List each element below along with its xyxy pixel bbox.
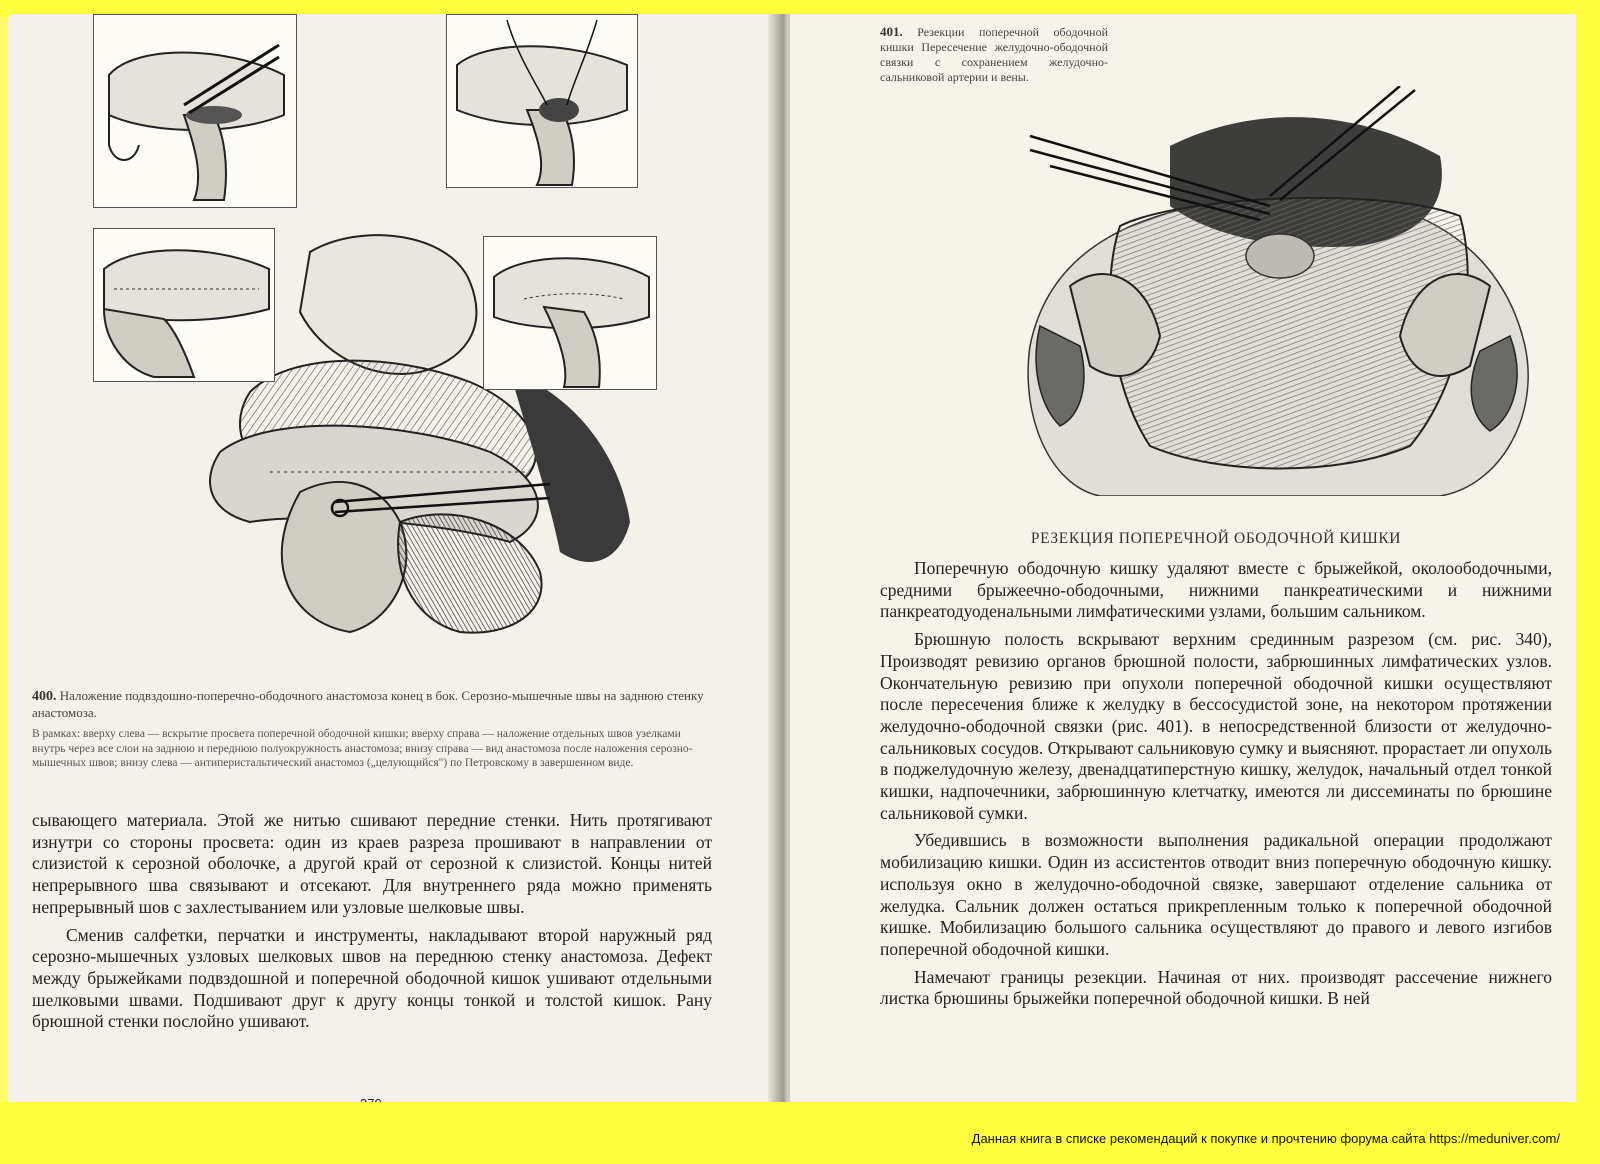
- figure-401-text: Резекции поперечной ободочной кишки Пересечение желудочно-ободочной связки с сохранением желудочно-сальниковой артерии и вены.: [880, 25, 1108, 84]
- footer-recommendation-note: Данная книга в списке рекомендаций к покупке и прочтению форума сайта https://meduniver.com/: [971, 1131, 1560, 1146]
- inset-bottom-right: [483, 236, 657, 390]
- figure-400-number: 400.: [32, 689, 57, 704]
- figure-400-caption: [32, 688, 712, 771]
- right-page-body: [880, 558, 1552, 1010]
- figure-400-details: В рамках: вверху слева — вскрытие просвета поперечной ободочной кишки; вверху справа — наложение отдельных швов узелками внутрь через все слои на заднюю и переднюю полуокружность анастомоза; внизу справа — вид анастомоза после наложения серозно-мышечных швов; внизу слева — антиперистальтический анастомоз („целующийся") по Петровскому в завершенном виде.: [32, 728, 693, 769]
- inset-top-left: [93, 14, 297, 208]
- left-paragraph-1: сывающего материала. Этой же нитью сшивают передние стенки. Нить протягивают изнутри со стороны просвета: один из краев разреза прошивают в направлении от слизистой к серозной оболочке, а другой край от серозной к слизистой. Концы нитей непрерывного шва связывают и отсекают. Для внутреннего ряда можно применять непрерывный шов с захлестыванием или узловые шелковые швы.: [32, 810, 712, 917]
- figure-401-number: 401.: [880, 24, 903, 39]
- left-page-body: [32, 810, 712, 1033]
- inset-bottom-left: [93, 228, 275, 382]
- left-paragraph-2: Сменив салфетки, перчатки и инструменты, накладывают второй наружный ряд серозно-мышечных узловых шелковых швов на переднюю стенку анастомоза. Дефект между брыжейками подвздошной и поперечной ободочной кишок ушивают отдельными шелковыми швами. Подшивают друг к другу концы тонкой и толстой кишок. Рану брюшной стенки послойно ушивают.: [32, 924, 712, 1032]
- inset-top-right: [446, 14, 638, 188]
- scan-border-right: [1576, 0, 1600, 1164]
- section-heading: РЕЗЕКЦИЯ ПОПЕРЕЧНОЙ ОБОДОЧНОЙ КИШКИ: [1030, 530, 1402, 547]
- right-paragraph-2: Брюшную полость вскрывают верхним срединным разрезом (см. рис. 340), Производят ревизию органов брюшной полости, забрюшинных лимфатических узлов. Окончательную ревизию при опухоли поперечной ободочной кишки осуществляют после пересечения ближе к желудку в бессосудистой зоне, на некотором протяжении желудочно-ободочной связки (рис. 401). в непосредственной близости от желудочно-сальниковых сосудов. Открывают сальниковую сумку и выясняют. прорастает ли опухоль в поджелудочную железу, двенадцатиперстную кишку, желудок, начальный отдел тонкой кишки, надпочечники, забрюшинную клетчатку, имеются ли диссеминаты по брюшине сальниковой сумки.: [880, 629, 1552, 823]
- right-paragraph-4: Намечают границы резекции. Начиная от них. производят рассечение нижнего листка брюшины брыжейки поперечной ободочной кишки. В ней: [880, 966, 1552, 1009]
- scan-border-left: [0, 0, 8, 1164]
- right-paragraph-1: Поперечную ободочную кишку удаляют вместе с брыжейкой, околоободочными, средними брыжеечно-ободочными, нижними панкреатическими и нижними панкреатодуоденальными лимфатическими узлами, большим сальником.: [880, 558, 1552, 622]
- figure-401-caption: [880, 24, 1108, 85]
- figure-401-illustration: [1020, 86, 1540, 496]
- figure-400-title: Наложение подвздошно-поперечно-ободочного анастомоза конец в бок. Серозно-мышечные швы на заднюю стенку анастомоза.: [32, 688, 704, 720]
- right-paragraph-3: Убедившись в возможности выполнения радикальной операции продолжают мобилизацию кишки. Один из ассистентов отводит вниз поперечную ободочную кишку. используя окно в желудочно-ободочной связке, завершают отделение сальника от желудка. Сальник должен остаться прикрепленным только к поперечной ободочной кишке. Мобилизацию большого сальника осуществляют до правого и левого изгибов поперечной ободочной кишки.: [880, 830, 1552, 959]
